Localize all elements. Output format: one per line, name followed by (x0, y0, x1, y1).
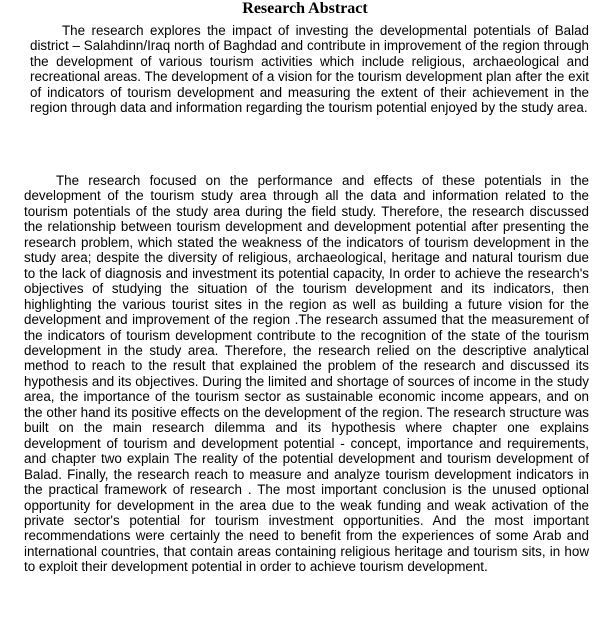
abstract-paragraph-2: The research focused on the performance and effects of these potentials in the development of the tourism study area through all the data and information related to the tourism potentials of the study area during the field study. Therefore, the research discussed the relationship between tourism development and development potential after presenting the research problem, which stated the weakness of the indicators of tourism development in the study area; despite the diversity of religious, archaeological, heritage and natural tourism due to the lack of diagnosis and investment its potential capacity, In order to achieve the research's objectives of studying the situation of the tourism development and its indicators, then highlighting the various tourist sites in the region as well as building a future vision for the development and improvement of the region .The research assumed that the measurement of the indicators of tourism development contribute to the recognition of the state of the tourism development in the study area. Therefore, the research relied on the descriptive analytical method to reach to the result that explained the problem of the research and discussed its hypothesis and its objectives. During the limited and shortage of sources of income in the study area, the importance of the tourism sector as sustainable economic income appears, and on the other hand its positive effects on the development of the region. The research structure was built on the main research dilemma and its hypothesis where chapter one explains development of tourism and development potential - concept, importance and requirements, and chapter two explain The reality of the potential development and tourism development of Balad. Finally, the research reach to measure and analyze tourism development indicators in the practical framework of research . The most important conclusion is the unused optional opportunity for development in the area due to the weak funding and weak activation of the private sector's potential for tourism investment opportunities. And the most important recommendations were certainly the need to benefit from the experiences of some Arab and international countries, that contain areas containing religious heritage and tourism sits, in how to exploit their development potential in order to achieve tourism development. (24, 173, 589, 575)
document-title: Research Abstract (242, 0, 368, 17)
abstract-paragraph-1: The research explores the impact of investing the developmental potentials of Balad district – Salahdinn/Iraq north of Baghdad and contribute in improvement of the region through the development of various tourism activities which include religious, archaeological and recreational areas. The development of a vision for the tourism development plan after the exit of indicators of tourism development and measuring the extent of their achievement in the region through data and information regarding the tourism potential enjoyed by the study area. (30, 23, 589, 116)
